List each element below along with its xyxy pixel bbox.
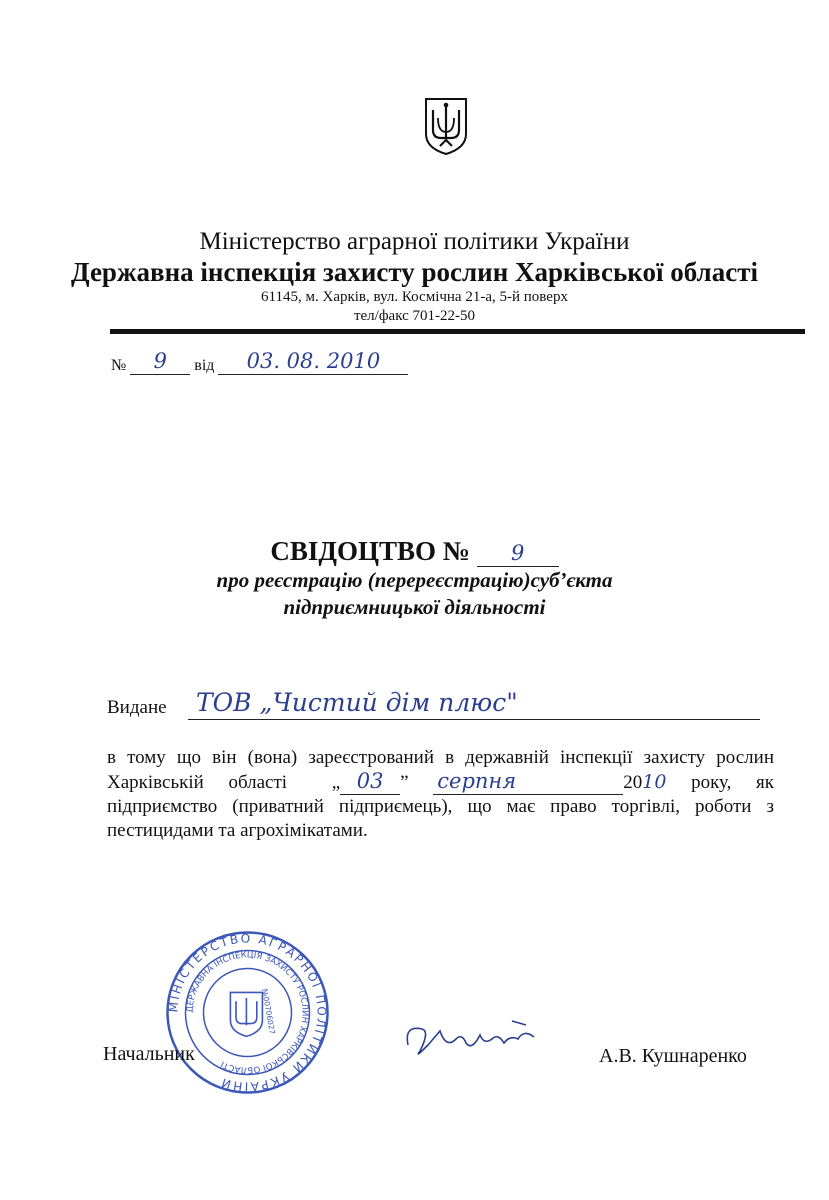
- ministry-name: Міністерство аграрної політики України: [199, 228, 630, 255]
- certificate-subtitle-1: про реєстрацію (перереєстрацію)суб’єкта: [216, 568, 613, 592]
- year-suffix: 10: [642, 771, 667, 793]
- certificate-title-text: СВІДОЦТВО №: [270, 536, 470, 566]
- issued-value: ТОВ „Чистий дім плюс": [196, 688, 518, 717]
- registration-line: [111, 349, 408, 375]
- official-stamp: [165, 930, 330, 1095]
- coat-of-arms-icon: [423, 96, 469, 156]
- body-part2: року, як підприємство (приватний підприємець), що має право торгівлі, роботи з пестицидами та агрохімікатами.: [107, 772, 775, 841]
- signature-icon: [400, 1015, 560, 1065]
- address: 61145, м. Харків, вул. Космічна 21-а, 5-й поверх: [261, 289, 568, 305]
- inspection-name: Державна інспекція захисту рослин Харківської області: [71, 257, 758, 287]
- certificate-title: [0, 536, 829, 567]
- stamp-outer-text: МІНІСТЕРСТВО АГРАРНОЇ ПОЛІТИКИ УКРАЇНИ: [166, 931, 329, 1094]
- head-label: Начальник: [103, 1043, 195, 1065]
- day-field: [340, 769, 400, 795]
- year-prefix: 20: [623, 772, 643, 793]
- stamp-trident-icon: [230, 992, 262, 1036]
- date-label: від: [194, 357, 215, 374]
- registration-date-field: [218, 349, 408, 375]
- head-name: А.В. Кушнаренко: [599, 1045, 747, 1067]
- stamp-inner-text: ДЕРЖАВНА ІНСПЕКЦІЯ ЗАХИСТУ РОСЛИН ХАРКІВСЬКОЇ ОБЛАСТІ: [185, 950, 310, 1075]
- body-part1: в тому що він (вона) зареєстрований в державній інспекції захисту рослин Харківській області: [107, 747, 774, 793]
- registration-number-field: [130, 349, 190, 375]
- stamp-code: №00706027: [260, 988, 277, 1035]
- header-divider: [110, 329, 805, 334]
- certificate-number: 9: [510, 541, 525, 565]
- day-value: 03: [356, 769, 384, 793]
- phone: тел/факс 701-22-50: [353, 308, 476, 324]
- body-paragraph: в тому що він (вона) зареєстрований в державній інспекції захисту рослин Харківській області „ 03 ” серпня 2010 року, як підприємство (приватний підприємець), що має право торгівлі, роботи з пестицидами та агрохімікатами.: [107, 747, 775, 841]
- certificate-number-field: [477, 541, 559, 567]
- registration-date: 03. 08. 2010: [246, 349, 381, 373]
- issued-label: Видане: [107, 697, 167, 718]
- registration-number: 9: [153, 349, 167, 373]
- certificate-subtitle-2: підприємницької діяльності: [283, 595, 546, 619]
- month-value: серпня: [437, 769, 517, 793]
- number-label: №: [111, 357, 127, 374]
- month-field: [433, 769, 623, 795]
